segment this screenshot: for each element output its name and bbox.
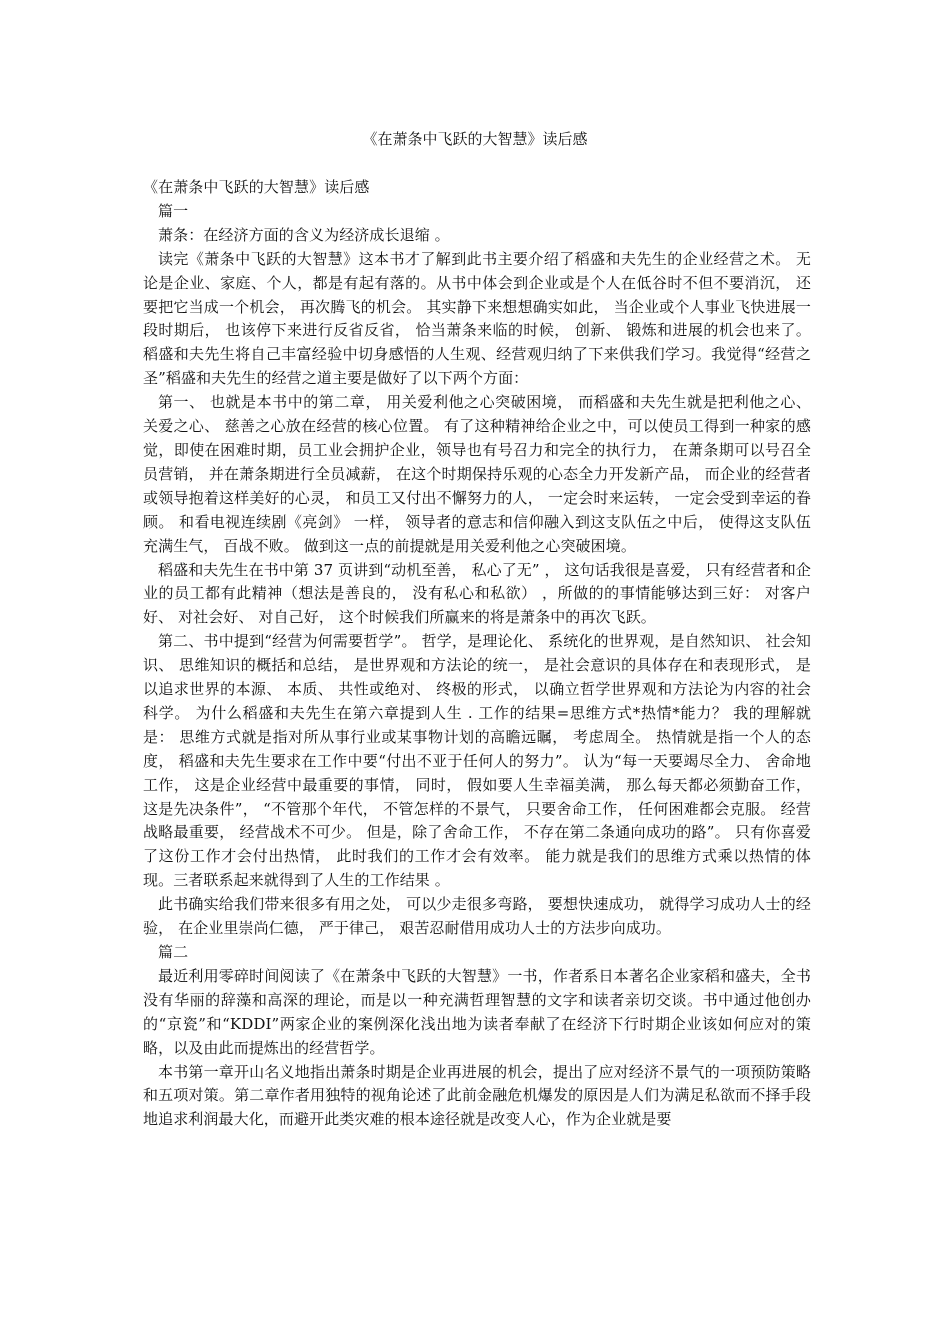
document-title: 《在萧条中飞跃的大智慧》读后感 (362, 130, 588, 148)
paragraph: 第一、 也就是本书中的第二章， 用关爱利他之心突破困境， 而稻盛和夫先生就是把利他之心、 关爱之心、 慈善之心放在经营的核心位置。 有了这种精神给企业之中，可以使员工得到一种家的感觉，即使在困难时期，员工业会拥护企业，领导也有号召力和完全的执行力， 在萧条期可以号召全员营销， 并在萧条期进行全员减薪， 在这个时期保持乐观的心态全力开发新产品， 而企业的经营者或领导抱着这样美好的心灵， 和员工又付出不懈努力的人， 一定会时来运转， 一定会受到幸运的眷顾。 和看电视连续剧《亮剑》 一样， 领导者的意志和信仰融入到这支队伍之中后， 使得这支队伍充满生气， 百战不败。 做到这一点的前提就是用关爱利他之心突破困境。 (143, 393, 811, 555)
paragraph: 稻盛和夫先生在书中第 37 页讲到“动机至善， 私心了无” ， 这句话我很是喜爱， 只有经营者和企业的员工都有此精神（想法是善良的， 没有私心和私欲） ，所做的的事情能够达到三好： 对客户好、 对社会好、 对自己好， 这个时候我们所赢来的将是萧条中的再次飞跃。 (143, 560, 811, 627)
paragraph: 第二、书中提到“经营为何需要哲学”。 哲学，是理论化、 系统化的世界观，是自然知识、 社会知识、 思维知识的概括和总结， 是世界观和方法论的统一， 是社会意识的具体存在和表现形式， 是以追求世界的本源、 本质、 共性或绝对、 终极的形式， 以确立哲学世界观和方法论为内容的社会科学。 为什么稻盛和夫先生在第六章提到人生 . 工作的结果=思维方式*热情*能力？ 我的理解就是： 思维方式就是指对所从事行业或某事物计划的高瞻远瞩， 考虑周全。 热情就是指一个人的态度， 稻盛和夫先生要求在工作中要“付出不亚于任何人的努力”。 认为“每一天要竭尽全力、 舍命地工作， 这是企业经营中最重要的事情， 同时， 假如要人生幸福美满， 那么每天都必须勤奋工作， 这是先决条件”， “不管那个年代， 不管怎样的不景气， 只要舍命工作， 任何困难都会克服。 经营战略最重要， 经营战术不可少。 但是，除了舍命工作， 不存在第二条通向成功的路”。 只有你喜爱了这份工作才会付出热情， 此时我们的工作才会有效率。 能力就是我们的思维方式乘以热情的体现。三者联系起来就得到了人生的工作结果 。 (143, 632, 811, 890)
document-body (143, 176, 811, 1132)
paragraph: 此书确实给我们带来很多有用之处， 可以少走很多弯路， 要想快速成功， 就得学习成功人士的经验， 在企业里崇尚仁德， 严于律己， 艰苦忍耐借用成功人士的方法步向成功。 (143, 895, 811, 938)
paragraph: 读完《萧条中飞跃的大智慧》这本书才了解到此书主要介绍了稻盛和夫先生的企业经营之术。 无论是企业、家庭、个人，都是有起有落的。从书中体会到企业或是个人在低谷时不但不要消沉， 还要把它当成一个机会， 再次腾飞的机会。 其实静下来想想确实如此， 当企业或个人事业飞快进展一段时期后， 也该停下来进行反省反省， 恰当萧条来临的时候， 创新、 锻炼和进展的机会也来了。 稻盛和夫先生将自己丰富经验中切身感悟的人生观、经营观归纳了下来供我们学习。我觉得“经营之圣”稻盛和夫先生的经营之道主要是做好了以下两个方面： (143, 249, 811, 388)
paragraph: 萧条：在经济方面的含义为经济成长退缩 。 (158, 225, 450, 244)
paragraph: 本书第一章开山名义地指出萧条时期是企业再进展的机会，提出了应对经济不景气的一项预防策略和五项对策。第二章作者用独特的视角论述了此前金融危机爆发的原因是人们为满足私欲而不择手段地追求利润最大化，而避开此类灾难的根本途径就是改变人心，作为企业就是要 (143, 1062, 811, 1129)
section-label-part-two: 篇二 (158, 943, 189, 961)
body-heading: 《在萧条中飞跃的大智慧》读后感 (143, 178, 370, 196)
paragraph: 最近利用零碎时间阅读了《在萧条中飞跃的大智慧》一书，作者系日本著名企业家稻和盛夫，全书没有华丽的辞藻和高深的理论，而是以一种充满哲理智慧的文字和读者亲切交谈。书中通过他创办的“京瓷”和“KDDI”两家企业的案例深化浅出地为读者奉献了在经济下行时期企业该如何应对的策略，以及由此而提炼出的经营哲学。 (143, 966, 811, 1057)
section-label-part-one: 篇一 (158, 201, 189, 220)
